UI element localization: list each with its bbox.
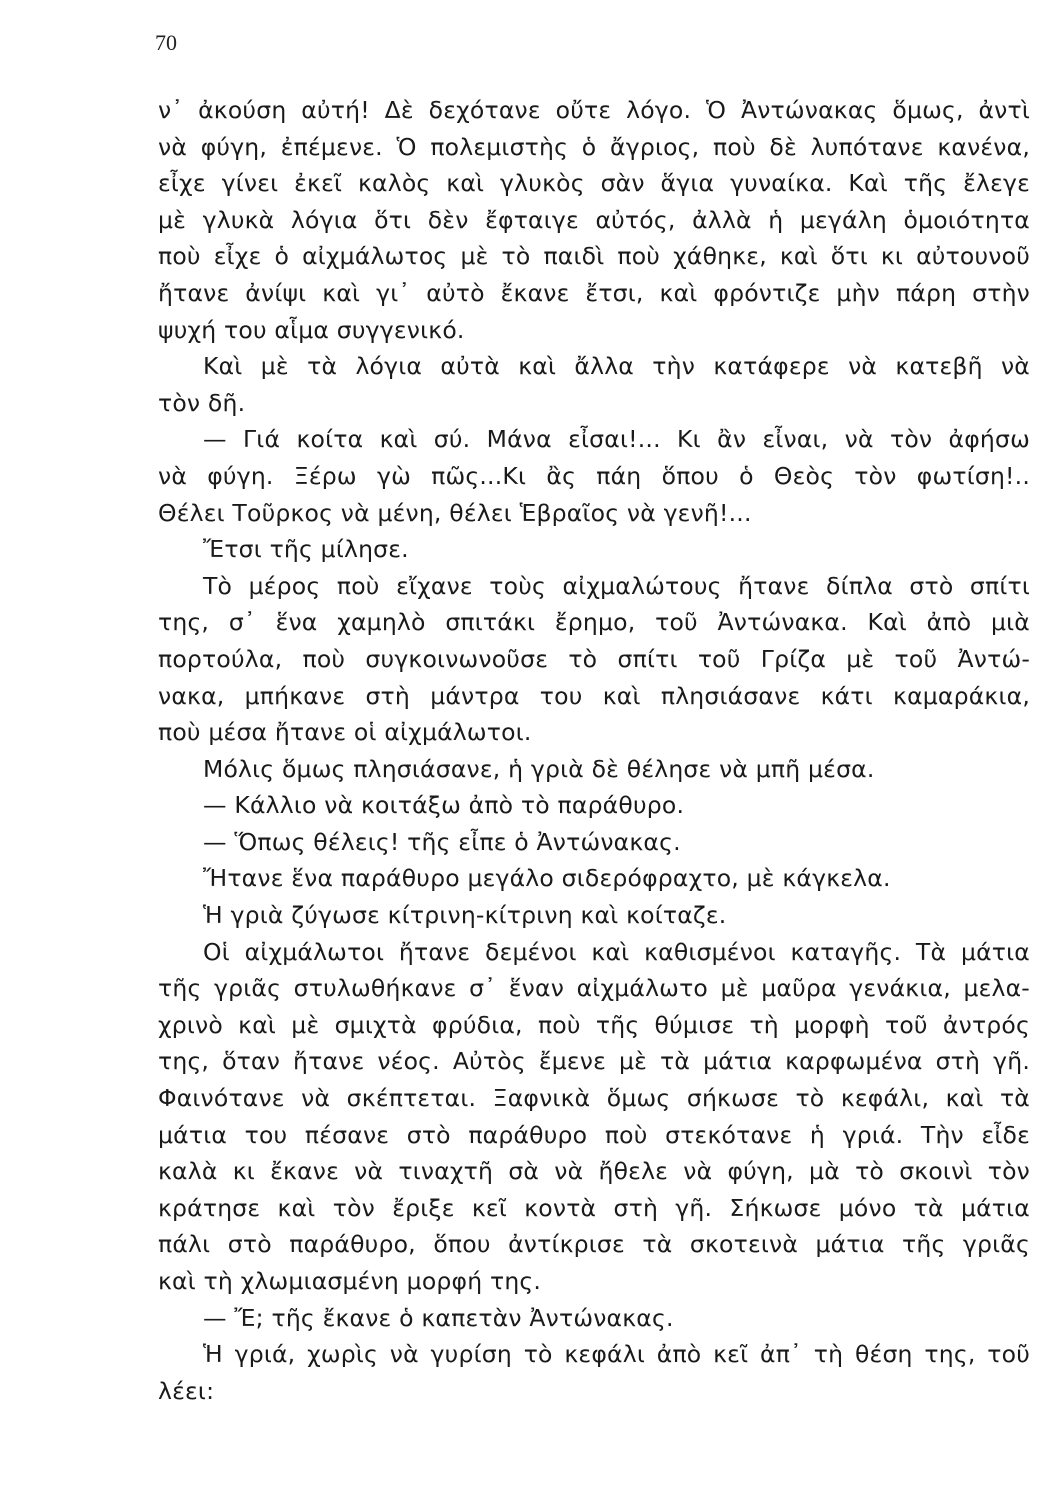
text-line: εἶχε γίνει ἐκεῖ καλὸς καὶ γλυκὸς σὰν ἅγια γυναίκα. Καὶ τῆς ἔλεγε: [158, 169, 1030, 198]
text-line: νὰ φύγη, ἐπέμενε. Ὁ πολεμιστὴς ὁ ἄγριος, ποὺ δὲ λυπότανε κανένα,: [158, 132, 1030, 161]
text-line: τῆς γριᾶς στυλωθήκανε σ᾿ ἕναν αἰχμάλωτο μὲ μαῦρα γενάκια, μελα-: [158, 974, 1030, 1003]
text-line: — Ὅπως θέλεις! τῆς εἶπε ὁ Ἀντώνακας.: [203, 827, 681, 856]
text-line: πάλι στὸ παράθυρο, ὅπου ἀντίκρισε τὰ σκοτεινὰ μάτια τῆς γριᾶς: [158, 1230, 1030, 1259]
text-line: Ἡ γριὰ ζύγωσε κίτρινη-κίτρινη καὶ κοίταζε.: [203, 901, 727, 930]
page-number: 70: [155, 30, 177, 55]
text-line: Τὸ μέρος ποὺ εἴχανε τοὺς αἰχμαλώτους ἤτανε δίπλα στὸ σπίτι: [203, 571, 1030, 600]
text-line: καὶ τὴ χλωμιασμένη μορφή της.: [158, 1267, 542, 1295]
text-line: ποὺ μέσα ἤτανε οἱ αἰχμάλωτοι.: [158, 718, 532, 747]
text-line: — Ἔ; τῆς ἔκανε ὁ καπετὰν Ἀντώνακας.: [203, 1303, 674, 1332]
text-line: Θέλει Τοῦρκος νὰ μένη, θέλει Ἑβραῖος νὰ γενῆ!...: [158, 498, 752, 527]
text-line: ψυχή του αἷμα συγγενικό.: [158, 315, 465, 344]
text-line: κράτησε καὶ τὸν ἔριξε κεῖ κοντὰ στὴ γῆ. Σήκωσε μόνο τὰ μάτια: [158, 1193, 1030, 1222]
text-line: ν᾿ ἀκούση αὐτή! Δὲ δεχότανε οὔτε λόγο. Ὁ Ἀντώνακας ὅμως, ἀντὶ: [158, 96, 1030, 124]
text-line: ἤτανε ἀνίψι καὶ γι᾿ αὐτὸ ἔκανε ἔτσι, καὶ φρόντιζε μὴν πάρη στὴν: [158, 278, 1030, 307]
text-line: της, ὅταν ἤτανε νέος. Αὐτὸς ἔμενε μὲ τὰ μάτια καρφωμένα στὴ γῆ.: [158, 1047, 1030, 1076]
text-line: νακα, μπήκανε στὴ μάντρα του καὶ πλησιάσανε κάτι καμαράκια,: [158, 681, 1030, 710]
text-line: καλὰ κι ἔκανε νὰ τιναχτῆ σὰ νὰ ἤθελε νὰ φύγη, μὰ τὸ σκοινὶ τὸν: [158, 1157, 1030, 1186]
text-line: Ἤτανε ἕνα παράθυρο μεγάλο σιδερόφραχτο, μὲ κάγκελα.: [203, 864, 891, 893]
text-line: Καὶ μὲ τὰ λόγια αὐτὰ καὶ ἄλλα τὴν κατάφερε νὰ κατεβῆ νὰ: [203, 352, 1030, 381]
text-line: Ἡ γριά, χωρὶς νὰ γυρίση τὸ κεφάλι ἀπὸ κεῖ ἀπ᾿ τὴ θέση της, τοῦ: [203, 1340, 1030, 1369]
text-line: λέει:: [158, 1376, 215, 1405]
text-line: Μόλις ὅμως πλησιάσανε, ἡ γριὰ δὲ θέλησε νὰ μπῆ μέσα.: [203, 754, 875, 783]
text-line: — Κάλλιο νὰ κοιτάξω ἀπὸ τὸ παράθυρο.: [203, 791, 685, 820]
body-text: [158, 92, 1030, 1409]
text-line: χρινὸ καὶ μὲ σμιχτὰ φρύδια, ποὺ τῆς θύμισε τὴ μορφὴ τοῦ ἀντρός: [158, 1010, 1030, 1039]
text-line: μάτια του πέσανε στὸ παράθυρο ποὺ στεκότανε ἡ γριά. Τὴν εἶδε: [158, 1120, 1030, 1149]
text-line: μὲ γλυκὰ λόγια ὅτι δὲν ἔφταιγε αὐτός, ἀλλὰ ἡ μεγάλη ὁμοιότητα: [158, 205, 1030, 234]
text-line: τὸν δῆ.: [158, 388, 246, 417]
text-line: της, σ᾿ ἕνα χαμηλὸ σπιτάκι ἔρημο, τοῦ Ἀντώνακα. Καὶ ἀπὸ μιὰ: [158, 608, 1030, 637]
text-line: νὰ φύγη. Ξέρω γὼ πῶς...Κι ἂς πάη ὅπου ὁ Θεὸς τὸν φωτίση!..: [158, 461, 1030, 490]
text-line: Ἔτσι τῆς μίλησε.: [203, 535, 409, 564]
text-line: ποὺ εἶχε ὁ αἰχμάλωτος μὲ τὸ παιδὶ ποὺ χάθηκε, καὶ ὅτι κι αὐτουνοῦ: [158, 242, 1030, 271]
text-line: Οἱ αἰχμάλωτοι ἤτανε δεμένοι καὶ καθισμένοι καταγῆς. Τὰ μάτια: [203, 937, 1030, 966]
text-line: — Γιά κοίτα καὶ σύ. Μάνα εἶσαι!... Κι ἂν εἶναι, νὰ τὸν ἀφήσω: [203, 425, 1030, 454]
text-line: Φαινότανε νὰ σκέπτεται. Ξαφνικὰ ὅμως σήκωσε τὸ κεφάλι, καὶ τὰ: [158, 1084, 1030, 1113]
text-line: πορτούλα, ποὺ συγκοινωνοῦσε τὸ σπίτι τοῦ Γρίζα μὲ τοῦ Ἀντώ-: [158, 644, 1030, 673]
